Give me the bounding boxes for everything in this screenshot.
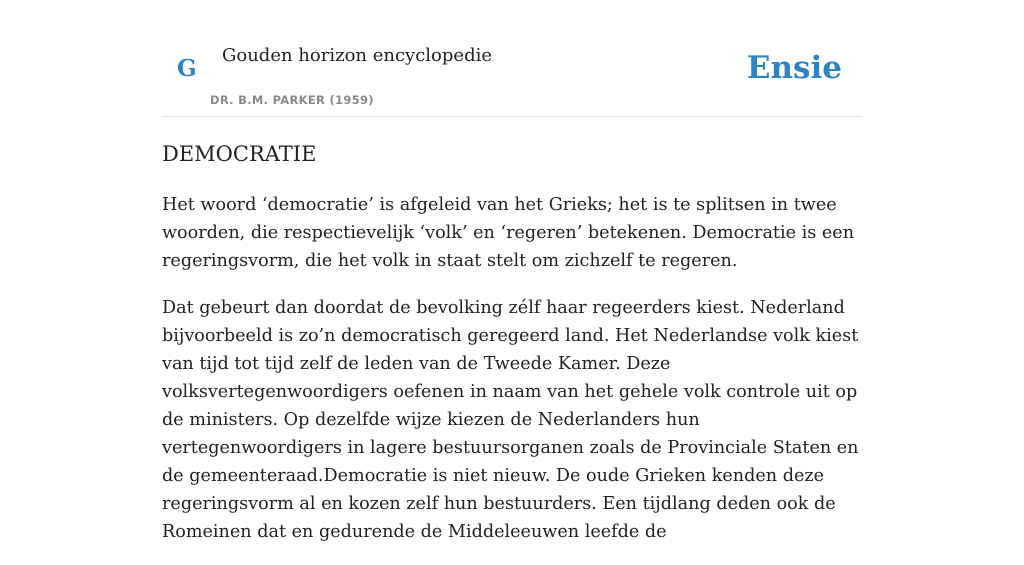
book-logo[interactable]: G [177,55,197,82]
article-paragraph: Het woord ‘democratie’ is afgeleid van het Grieks; het is te splitsen in twee woorden, die respectievelijk ‘volk’ en ‘regeren’ betekenen. Democratie is een regeringsvorm, die het volk in staat stelt om zichzelf te regeren. [162,195,855,271]
book-author: DR. B.M. PARKER (1959) [210,93,374,107]
book-header [162,0,862,117]
article [162,138,862,565]
article-paragraph: Dat gebeurt dan doordat de bevolking zélf haar regeerders kiest. Nederland bijvoorbeeld is zo’n democratisch geregeerd land. Het Nederlandse volk kiest van tijd tot tijd zelf de leden van de Tweede Kamer. Deze volksvertegenwoordigers oefenen in naam van het gehele volk controle uit op de ministers. Op dezelfde wijze kiezen de Nederlanders hun vertegenwoordigers in lagere bestuursorganen zoals de Provinciale Staten en de gemeenteraad.Democratie is niet nieuw. De oude Grieken kenden deze regeringsvorm al en kozen zelf hun bestuurders. Een tijdlang deden ook de Romeinen dat en gedurende de Middeleeuwen leefde de [162,298,859,542]
article-title: DEMOCRATIE [162,142,317,166]
ensie-brand-logo[interactable]: Ensie [746,50,842,86]
book-title: Gouden horizon encyclopedie [222,45,492,66]
